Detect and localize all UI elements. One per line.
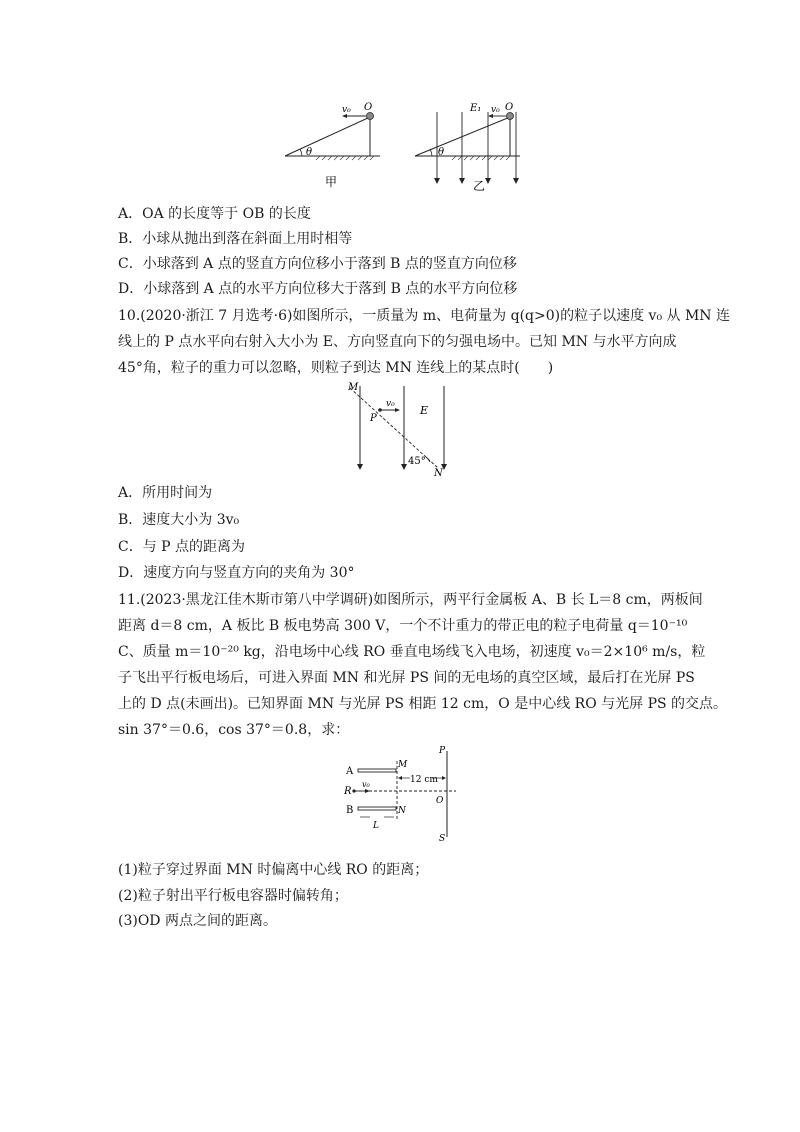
q10-e-label: E	[420, 404, 429, 417]
figure-q11-capacitor	[340, 745, 465, 845]
q10-option-c: C．与 P 点的距离为	[118, 539, 246, 555]
yi-e-label: E₁	[470, 103, 482, 114]
q11-o-label: O	[436, 796, 444, 806]
q11-r-label: R	[344, 786, 352, 797]
q11-m-label: M	[398, 760, 408, 770]
q10-option-b: B．速度大小为 3v₀	[118, 512, 240, 528]
q10-option-d: D．速度方向与竖直方向的夹角为 30°	[118, 565, 355, 581]
yi-v0-label: v₀	[491, 105, 500, 115]
jia-caption: 甲	[325, 175, 338, 189]
q10-stem-line-3: 45°角，粒子的重力可以忽略，则粒子到达 MN 连线上的某点时( )	[118, 360, 554, 376]
q11-stem-line-1: 11.(2023·黑龙江佳木斯市第八中学调研)如图所示，两平行金属板 A、B 长 L＝8 cm，两板间	[118, 592, 703, 608]
yi-caption: 乙	[473, 179, 486, 193]
q11-n-label: N	[398, 806, 406, 816]
q10-option-a: A．所用时间为	[118, 485, 213, 501]
q11-s-label: S	[439, 834, 446, 844]
q11-stem-line-2: 距离 d＝8 cm，A 板比 B 板电势高 300 V，一个不计重力的带正电的粒子电荷量 q＝10⁻¹⁰	[118, 618, 688, 634]
yi-o-label: O	[505, 102, 514, 113]
q10-v0-label: v₀	[386, 399, 395, 409]
figure-yi	[415, 102, 520, 193]
q11-question-2: (2)粒子射出平行板电容器时偏转角；	[118, 888, 348, 904]
jia-theta-label: θ	[306, 147, 313, 158]
q11-p-label: P	[439, 746, 446, 756]
q9-option-a: A．OA 的长度等于 OB 的长度	[118, 206, 311, 222]
q10-stem-line-1: 10.(2020·浙江 7 月选考·6)如图所示，一质量为 m、电荷量为 q(q>0)的粒子以速度 v₀ 从 MN 连	[118, 308, 730, 324]
q9-option-d: D．小球落到 A 点的水平方向位移大于落到 B 点的水平方向位移	[118, 281, 518, 297]
q11-l-label: L	[373, 821, 379, 831]
figure-q10-field	[340, 380, 460, 480]
yi-theta-label: θ	[438, 147, 445, 158]
q11-question-3: (3)OD 两点之间的距离。	[118, 913, 277, 929]
q10-n-label: N	[434, 468, 443, 479]
q11-a-label: A	[346, 766, 354, 777]
q9-option-b: B．小球从抛出到落在斜面上用时相等	[118, 231, 353, 247]
jia-v0-label: v₀	[342, 105, 351, 115]
q10-m-label: M	[348, 382, 359, 393]
q11-stem-line-3: C、质量 m＝10⁻²⁰ kg，沿电场中心线 RO 垂直电场线飞入电场，初速度 v₀＝2×10⁶ m/s，粒	[118, 644, 706, 660]
q9-option-c: C．小球落到 A 点的竖直方向位移小于落到 B 点的竖直方向位移	[118, 256, 517, 272]
q11-stem-line-5: 上的 D 点(未画出)。已知界面 MN 与光屏 PS 相距 12 cm，O 是中心线 RO 与光屏 PS 的交点。	[118, 696, 728, 712]
figure-inclined-plane	[270, 100, 530, 195]
jia-o-label: O	[364, 102, 373, 113]
q10-angle-label: 45°	[408, 456, 426, 467]
q11-distance-label: 12 cm	[410, 775, 438, 785]
q11-v0-label: v₀	[362, 780, 370, 789]
q10-p-label: P	[370, 413, 377, 424]
q11-stem-line-6: sin 37°＝0.6，cos 37°＝0.8，求：	[118, 722, 350, 738]
q11-question-1: (1)粒子穿过界面 MN 时偏离中心线 RO 的距离；	[118, 862, 429, 878]
q10-stem-line-2: 线上的 P 点水平向右射入大小为 E、方向竖直向下的匀强电场中。已知 MN 与水平方向成	[118, 334, 677, 350]
q11-stem-line-4: 子飞出平行板电场后，可进入界面 MN 和光屏 PS 间的无电场的真空区域，最后打在光屏 PS	[118, 670, 695, 686]
figure-jia	[285, 102, 380, 189]
q11-b-label: B	[346, 805, 354, 816]
